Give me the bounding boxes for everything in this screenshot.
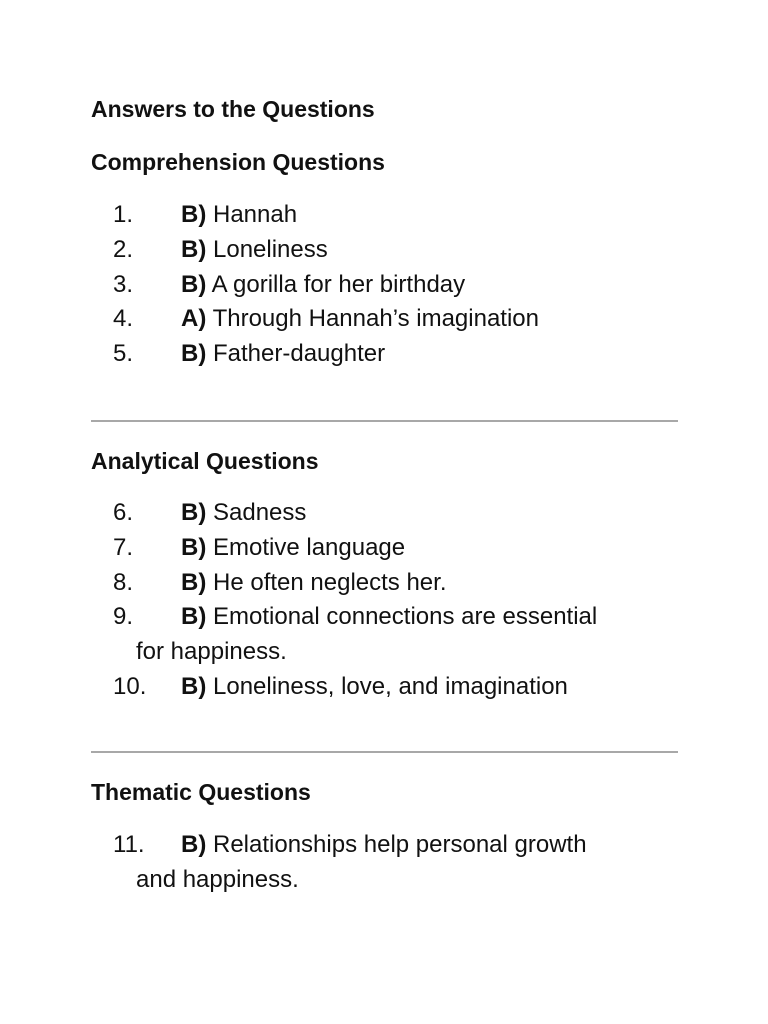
answer-number: 5. (113, 340, 134, 368)
answer-letter: B) (181, 340, 207, 368)
answer-text: Emotive language (213, 533, 406, 561)
answer-letter: A) (181, 305, 207, 333)
answer-text: Loneliness (213, 235, 328, 263)
answer-letter: B) (181, 270, 207, 298)
answer-text: Emotional connections are essential (213, 603, 598, 631)
answer-item-9 (0, 600, 768, 670)
answer-number: 9. (113, 603, 134, 631)
answer-text: He often neglects her. (213, 568, 447, 596)
comprehension-answer-list (0, 198, 768, 372)
answer-text: Through Hannah’s imagination (212, 305, 539, 333)
answer-letter: B) (181, 831, 207, 858)
answer-text-continuation: and happiness. (136, 865, 299, 893)
answer-letter: B) (181, 568, 207, 596)
answer-item-2 (0, 233, 768, 268)
answer-item-11 (0, 828, 768, 898)
answer-item-10 (0, 670, 768, 705)
answer-number: 6. (113, 499, 134, 526)
answer-item-4 (0, 302, 768, 337)
answer-text-continuation: for happiness. (136, 638, 287, 666)
answer-number: 10. (113, 672, 147, 700)
answer-number: 3. (113, 270, 134, 298)
answer-text: Father-daughter (213, 340, 386, 368)
answer-number: 11. (113, 831, 145, 858)
answer-letter: B) (181, 499, 207, 526)
section-heading-thematic: Thematic Questions (91, 779, 311, 805)
answer-text: A gorilla for her birthday (211, 270, 466, 298)
answer-number: 7. (113, 533, 134, 561)
page-title: Answers to the Questions (91, 96, 375, 122)
answer-number: 2. (113, 235, 134, 263)
answer-letter: B) (181, 603, 207, 631)
answer-item-6 (0, 496, 768, 531)
analytical-answer-list (0, 496, 768, 705)
section-heading-comprehension: Comprehension Questions (91, 149, 385, 175)
answer-letter: B) (181, 235, 207, 263)
answer-text: Relationships help personal growth (213, 831, 587, 858)
answer-text: Hannah (213, 201, 298, 228)
answer-letter: B) (181, 201, 207, 228)
answer-text: Loneliness, love, and imagination (213, 672, 568, 700)
answer-number: 4. (113, 305, 134, 333)
answer-item-5 (0, 337, 768, 372)
answer-item-3 (0, 268, 768, 303)
answer-number: 1. (113, 201, 134, 228)
section-divider (91, 420, 678, 422)
answer-item-8 (0, 566, 768, 601)
answer-number: 8. (113, 568, 134, 596)
answer-text: Sadness (213, 499, 307, 526)
thematic-answer-list (0, 828, 768, 898)
section-heading-analytical: Analytical Questions (91, 448, 319, 474)
answer-item-7 (0, 531, 768, 566)
answer-letter: B) (181, 672, 207, 700)
section-divider (91, 751, 678, 753)
answer-letter: B) (181, 533, 207, 561)
answer-item-1 (0, 198, 768, 233)
